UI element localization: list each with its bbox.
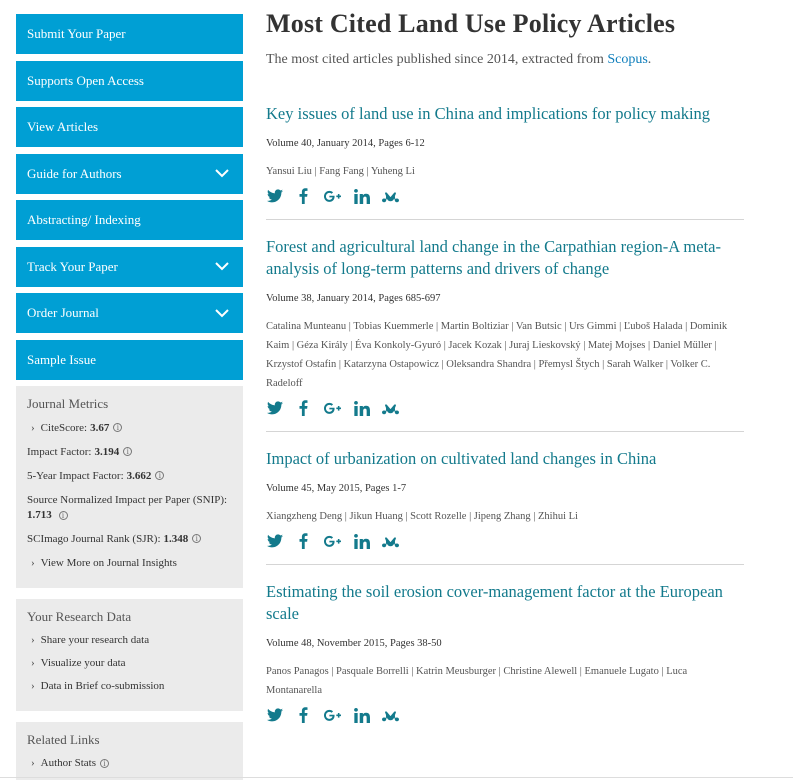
nav-submit-paper[interactable] (16, 14, 243, 54)
nav-label: Supports Open Access (27, 72, 144, 88)
article-list (266, 103, 744, 738)
article-title[interactable]: Impact of urbanization on cultivated land changes in China (266, 449, 657, 468)
sidebar (16, 14, 243, 780)
link-label: Data in Brief co-submission (40, 680, 165, 692)
nav-label: Track Your Paper (27, 258, 118, 274)
link-label: Author Stats (40, 757, 96, 769)
nav-order-journal[interactable] (16, 293, 243, 333)
share-bar (266, 532, 744, 550)
article-item (266, 448, 744, 565)
info-icon[interactable]: i (192, 534, 201, 543)
snip (27, 493, 232, 523)
metric-text (27, 493, 232, 523)
article-item (266, 581, 744, 738)
link-label: Visualize your data (40, 657, 126, 669)
link-label: View More on Journal Insights (40, 557, 177, 569)
nav-label: Order Journal (27, 305, 99, 320)
article-title[interactable]: Estimating the soil erosion cover-management factor at the European scale (266, 582, 723, 623)
nav-label: Sample Issue (27, 351, 96, 367)
chevron-right-icon: › (31, 422, 35, 434)
nav-track-paper[interactable] (16, 247, 243, 287)
chevron-right-icon: › (31, 657, 35, 669)
chevron-down-icon[interactable] (212, 257, 232, 277)
chevron-right-icon: › (31, 680, 35, 692)
chevron-right-icon: › (31, 757, 35, 769)
twitter-icon[interactable] (266, 188, 283, 205)
five-year-impact-factor (27, 469, 232, 484)
metric-label: Impact Factor: (27, 446, 92, 458)
nav-label: Abstracting/ Indexing (27, 212, 141, 227)
article-volume: Volume 48, November 2015, Pages 38-50 (266, 638, 442, 649)
page-subtitle (266, 52, 744, 68)
article-authors: Xiangzheng Deng | Jikun Huang | Scott Rozelle | Jipeng Zhang | Zhihui Li (266, 511, 578, 522)
chevron-right-icon: › (31, 557, 35, 569)
nav-open-access[interactable] (16, 61, 243, 101)
citescore-link[interactable] (27, 421, 232, 436)
facebook-icon[interactable] (295, 400, 312, 417)
author-stats-link[interactable] (27, 757, 232, 769)
nav-abstracting[interactable] (16, 200, 243, 240)
nav-label: View Articles (27, 119, 99, 134)
article-volume: Volume 38, January 2014, Pages 685-697 (266, 293, 441, 304)
sjr (27, 532, 232, 547)
google-plus-icon[interactable] (324, 400, 341, 417)
linkedin-icon[interactable] (353, 707, 370, 724)
metric-value: 3.662 (126, 470, 152, 482)
link-label: Share your research data (40, 634, 150, 646)
google-plus-icon[interactable] (324, 707, 341, 724)
panel-title: Related Links (27, 732, 100, 747)
article-volume: Volume 45, May 2015, Pages 1-7 (266, 483, 407, 494)
twitter-icon[interactable] (266, 533, 283, 550)
info-icon[interactable]: i (100, 759, 109, 768)
google-plus-icon[interactable] (324, 533, 341, 550)
mendeley-icon[interactable] (382, 707, 399, 724)
metric-value: 3.67 (90, 422, 110, 434)
info-icon[interactable]: i (123, 447, 132, 456)
subtitle-end: . (647, 52, 652, 67)
research-data-panel (16, 599, 243, 711)
facebook-icon[interactable] (295, 188, 312, 205)
nav-guide-authors[interactable] (16, 154, 243, 194)
divider (0, 777, 793, 778)
article-title[interactable]: Key issues of land use in China and implications for policy making (266, 104, 711, 123)
share-bar (266, 187, 744, 205)
panel-title: Your Research Data (27, 609, 132, 624)
info-icon[interactable]: i (113, 423, 122, 432)
chevron-right-icon: › (31, 634, 35, 646)
metric-label: CiteScore: (40, 422, 88, 434)
nav-label: Submit Your Paper (27, 26, 126, 41)
share-data-link[interactable] (27, 634, 232, 646)
info-icon[interactable]: i (155, 471, 164, 480)
article-authors: Catalina Munteanu | Tobias Kuemmerle | Martin Boltiziar | Van Butsic | Urs Gimmi | Ľuboš Halada | Dominik Kaim | Géza Király | Éva Konkoly-Gyuró | Jacek Kozak | Juraj Lieskovský | Matej Mojses | Daniel Müller | Krzystof Ostafin | Katarzyna Ostapowicz | Oleksandra Shandra | Přemysl Štych | Sarah Walker | Volker C. Radeloff (266, 321, 728, 389)
data-in-brief-link[interactable] (27, 680, 232, 692)
nav-label: Guide for Authors (27, 165, 122, 181)
metric-value: 1.348 (163, 533, 189, 545)
mendeley-icon[interactable] (382, 533, 399, 550)
metric-value: 3.194 (94, 446, 120, 458)
subtitle-text: The most cited articles published since 2014, extracted from (266, 52, 608, 67)
article-item (266, 103, 744, 220)
article-volume: Volume 40, January 2014, Pages 6-12 (266, 138, 425, 149)
article-authors: Yansui Liu | Fang Fang | Yuheng Li (266, 166, 415, 177)
info-icon[interactable]: i (59, 511, 68, 520)
scopus-link[interactable]: Scopus (607, 52, 648, 67)
linkedin-icon[interactable] (353, 400, 370, 417)
twitter-icon[interactable] (266, 400, 283, 417)
related-links-panel (16, 722, 243, 780)
main-content (266, 0, 744, 754)
journal-metrics-panel (16, 386, 243, 588)
facebook-icon[interactable] (295, 533, 312, 550)
metric-label: SCImago Journal Rank (SJR): (27, 533, 161, 545)
article-authors: Panos Panagos | Pasquale Borrelli | Katrin Meusburger | Christine Alewell | Emanuele Lugato | Luca Montanarella (266, 666, 688, 696)
journal-insights-link[interactable] (27, 556, 232, 571)
share-bar (266, 706, 744, 724)
article-item (266, 236, 744, 432)
chevron-down-icon[interactable] (212, 303, 232, 323)
share-bar (266, 399, 744, 417)
mendeley-icon[interactable] (382, 400, 399, 417)
mendeley-icon[interactable] (382, 188, 399, 205)
page-title: Most Cited Land Use Policy Articles (266, 9, 676, 38)
visualize-data-link[interactable] (27, 657, 232, 669)
article-title[interactable]: Forest and agricultural land change in the Carpathian region-A meta-analysis of long-term patterns and drivers of change (266, 237, 721, 278)
panel-title: Journal Metrics (27, 396, 109, 411)
metric-label: Source Normalized Impact per Paper (SNIP): (27, 494, 228, 506)
linkedin-icon[interactable] (353, 188, 370, 205)
metric-value: 1.713 (27, 509, 52, 521)
nav-sample-issue[interactable] (16, 340, 243, 380)
metric-label: 5-Year Impact Factor: (27, 470, 124, 482)
linkedin-icon[interactable] (353, 533, 370, 550)
facebook-icon[interactable] (295, 707, 312, 724)
chevron-down-icon[interactable] (212, 164, 232, 184)
impact-factor (27, 445, 232, 460)
google-plus-icon[interactable] (324, 188, 341, 205)
nav-view-articles[interactable] (16, 107, 243, 147)
twitter-icon[interactable] (266, 707, 283, 724)
